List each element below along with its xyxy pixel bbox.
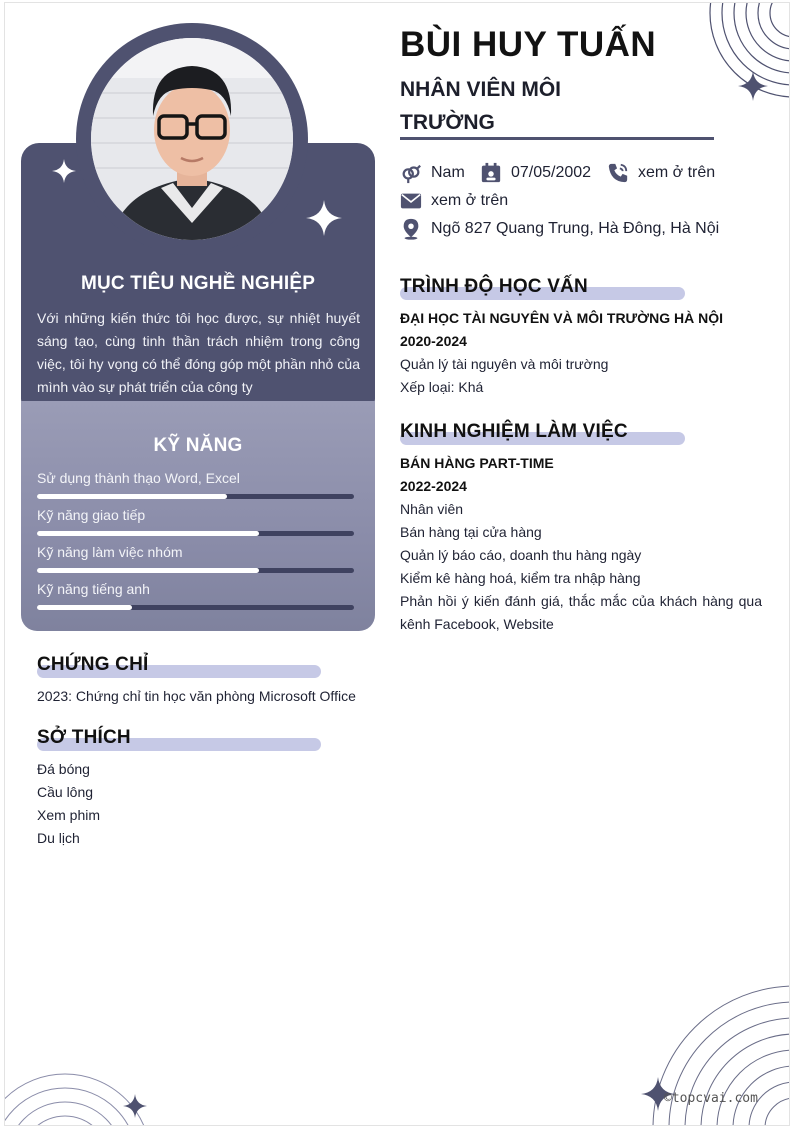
- address-row: [400, 218, 719, 240]
- sparkle-icon: [738, 71, 768, 101]
- experience-detail: Phản hồi ý kiến đánh giá, thắc mắc của khách hàng qua kênh Facebook, Website: [400, 593, 762, 632]
- gender-row: [400, 162, 465, 184]
- hobbies-title: SỞ THÍCH: [37, 727, 131, 748]
- email-value: xem ở trên: [431, 192, 509, 209]
- cv-page: [4, 2, 790, 1126]
- skill-bar-fill: [37, 605, 132, 610]
- skill-name: Kỹ năng giao tiếp: [37, 507, 146, 523]
- skill-bar: [37, 568, 354, 573]
- skill-bar: [37, 494, 354, 499]
- header-divider: [400, 137, 714, 140]
- experience-detail: Bán hàng tại cửa hàng: [400, 524, 542, 540]
- skill-bar: [37, 605, 354, 610]
- watermark: ©topcvai.com: [664, 1091, 758, 1106]
- experience-company: BÁN HÀNG PART-TIME: [400, 455, 554, 471]
- email-row: [400, 190, 508, 212]
- skill-name: Kỹ năng tiếng anh: [37, 581, 150, 597]
- address-value: Ngõ 827 Quang Trung, Hà Đông, Hà Nội: [431, 220, 720, 237]
- skill-item: [37, 544, 354, 573]
- hobby-item: Cầu lông: [37, 784, 94, 800]
- skill-item: [37, 507, 354, 536]
- skills-title: KỸ NĂNG: [153, 435, 243, 456]
- certificate-item: 2023: Chứng chỉ tin học văn phòng Microsoft Office: [37, 688, 356, 704]
- objective-text: Với những kiến thức tôi học được, sự nhiệt huyết sáng tạo, cùng tinh thần trách nhiệm trong công việc, tôi hy vọng có thể đóng góp một phần nhỏ của mình vào sự phát triển của công ty: [37, 310, 360, 395]
- calendar-icon: [480, 162, 502, 184]
- hobby-item: Du lịch: [37, 830, 80, 846]
- candidate-name: BÙI HUY TUẤN: [400, 25, 657, 64]
- skill-bar-fill: [37, 531, 259, 536]
- skill-name: Sử dụng thành thạo Word, Excel: [37, 470, 240, 486]
- hobby-item: Xem phim: [37, 807, 101, 823]
- email-icon: [400, 190, 422, 212]
- skill-item: [37, 470, 354, 499]
- skill-item: [37, 581, 354, 610]
- education-period: 2020-2024: [400, 333, 467, 349]
- education-school: ĐẠI HỌC TÀI NGUYÊN VÀ MÔI TRƯỜNG HÀ NỘI: [400, 310, 724, 326]
- job-title: NHÂN VIÊN MÔI TRƯỜNG: [400, 78, 562, 134]
- gender-value: Nam: [431, 164, 465, 181]
- education-title: TRÌNH ĐỘ HỌC VẤN: [400, 276, 588, 297]
- sparkle-icon: [52, 159, 76, 183]
- skill-bar-fill: [37, 568, 259, 573]
- skill-bar: [37, 531, 354, 536]
- phone-icon: [607, 162, 629, 184]
- dob-row: [480, 162, 591, 184]
- skill-name: Kỹ năng làm việc nhóm: [37, 544, 183, 560]
- experience-role: Nhân viên: [400, 501, 464, 517]
- avatar: [91, 38, 293, 240]
- phone-value: xem ở trên: [638, 164, 716, 181]
- experience-period: 2022-2024: [400, 478, 467, 494]
- sparkle-icon: [123, 1094, 147, 1118]
- hobby-item: Đá bóng: [37, 761, 90, 777]
- dob-value: 07/05/2002: [511, 164, 592, 181]
- objective-title: MỤC TIÊU NGHỀ NGHIỆP: [80, 273, 316, 294]
- location-icon: [400, 218, 422, 240]
- experience-detail: Quản lý báo cáo, doanh thu hàng ngày: [400, 547, 642, 563]
- certificates-title: CHỨNG CHỈ: [37, 654, 149, 675]
- gender-icon: [400, 162, 422, 184]
- experience-detail: Kiểm kê hàng hoá, kiểm tra nhập hàng: [400, 570, 641, 586]
- phone-row: [607, 162, 715, 184]
- education-major: Quản lý tài nguyên và môi trường: [400, 356, 609, 372]
- skill-bar-fill: [37, 494, 227, 499]
- sparkle-icon: [306, 200, 342, 236]
- experience-title: KINH NGHIỆM LÀM VIỆC: [400, 421, 628, 442]
- education-grade: Xếp loại: Khá: [400, 379, 484, 395]
